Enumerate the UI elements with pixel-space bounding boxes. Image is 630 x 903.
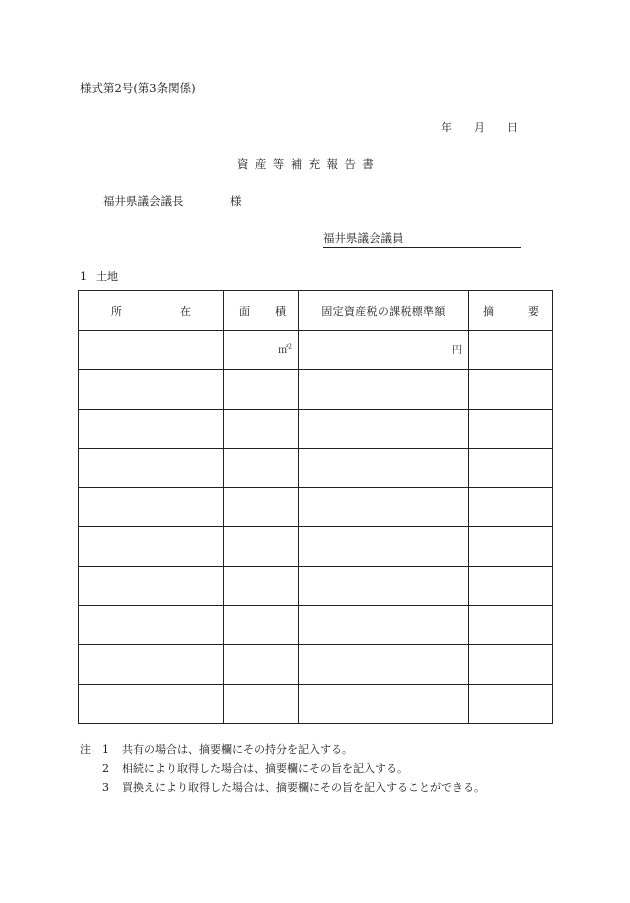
notes (80, 740, 485, 798)
remarks-cell[interactable] (469, 645, 553, 684)
note-item (80, 740, 485, 759)
addressee-honorific: 様 (230, 194, 242, 208)
header-area: 面 積 (224, 291, 299, 331)
remarks-cell[interactable] (469, 566, 553, 605)
remarks-cell[interactable] (469, 527, 553, 566)
area-cell[interactable] (224, 684, 299, 723)
remarks-cell[interactable] (469, 409, 553, 448)
location-cell[interactable] (79, 645, 224, 684)
location-cell[interactable] (79, 488, 224, 527)
area-cell[interactable] (224, 448, 299, 487)
note-number: 3 (102, 781, 109, 795)
addressee (103, 193, 242, 209)
date-line (441, 119, 518, 135)
land-table (78, 290, 553, 724)
date-month-label: 月 (474, 121, 485, 134)
tax-value-cell[interactable] (299, 331, 469, 370)
tax-value-cell[interactable] (299, 448, 469, 487)
location-cell[interactable] (79, 684, 224, 723)
tax-value-cell[interactable] (299, 527, 469, 566)
remarks-cell[interactable] (469, 606, 553, 645)
area-cell[interactable] (224, 331, 299, 370)
document-title: 資産等補充報告書 (237, 157, 381, 171)
header-location: 所 在 (79, 291, 224, 331)
date-day-label: 日 (507, 121, 518, 134)
area-cell[interactable] (224, 566, 299, 605)
tax-value-cell[interactable] (299, 488, 469, 527)
table-row (79, 488, 553, 527)
table-row (79, 331, 553, 370)
tax-value-cell[interactable] (299, 684, 469, 723)
tax-value-cell[interactable] (299, 409, 469, 448)
remarks-cell[interactable] (469, 488, 553, 527)
note-text: 共有の場合は、摘要欄にその持分を記入する。 (122, 743, 353, 756)
remarks-cell[interactable] (469, 684, 553, 723)
location-cell[interactable] (79, 566, 224, 605)
area-cell[interactable] (224, 527, 299, 566)
location-cell[interactable] (79, 448, 224, 487)
area-unit: ㎡$^2$ (278, 343, 292, 356)
location-cell[interactable] (79, 409, 224, 448)
location-cell[interactable] (79, 331, 224, 370)
area-cell[interactable] (224, 370, 299, 409)
table-row (79, 448, 553, 487)
date-year-label: 年 (441, 121, 452, 134)
header-tax-value: 固定資産税の課税標準額 (299, 291, 469, 331)
section-title: 土地 (96, 270, 118, 283)
table-row (79, 606, 553, 645)
table-row (79, 370, 553, 409)
remarks-cell[interactable] (469, 370, 553, 409)
table-row (79, 566, 553, 605)
addressee-name: 福井県議会議長 (103, 194, 184, 208)
note-text: 相続により取得した場合は、摘要欄にその旨を記入する。 (122, 762, 408, 776)
section-heading (80, 268, 118, 284)
location-cell[interactable] (79, 527, 224, 566)
area-cell[interactable] (224, 645, 299, 684)
area-cell[interactable] (224, 409, 299, 448)
reporter-name-line: 福井県議会議員 (323, 230, 521, 248)
header-remarks: 摘 要 (469, 291, 553, 331)
table-row (79, 409, 553, 448)
note-item (80, 759, 485, 778)
table-row (79, 527, 553, 566)
tax-value-cell[interactable] (299, 566, 469, 605)
tax-value-cell[interactable] (299, 606, 469, 645)
remarks-cell[interactable] (469, 448, 553, 487)
notes-lead: 注 (80, 743, 91, 756)
location-cell[interactable] (79, 606, 224, 645)
form-number: 様式第2号(第3条関係) (80, 81, 196, 95)
note-text: 買換えにより取得した場合は、摘要欄にその旨を記入することができる。 (122, 781, 485, 795)
tax-value-cell[interactable] (299, 370, 469, 409)
tax-value-cell[interactable] (299, 645, 469, 684)
note-item (80, 778, 485, 797)
note-number: 2 (102, 762, 109, 776)
location-cell[interactable] (79, 370, 224, 409)
yen-unit: 円 (452, 345, 462, 356)
table-header-row (79, 291, 553, 331)
note-number: 1 (102, 743, 109, 756)
area-cell[interactable] (224, 488, 299, 527)
table-row (79, 645, 553, 684)
area-cell[interactable] (224, 606, 299, 645)
remarks-cell[interactable] (469, 331, 553, 370)
table-row (79, 684, 553, 723)
section-number: 1 (80, 270, 87, 283)
